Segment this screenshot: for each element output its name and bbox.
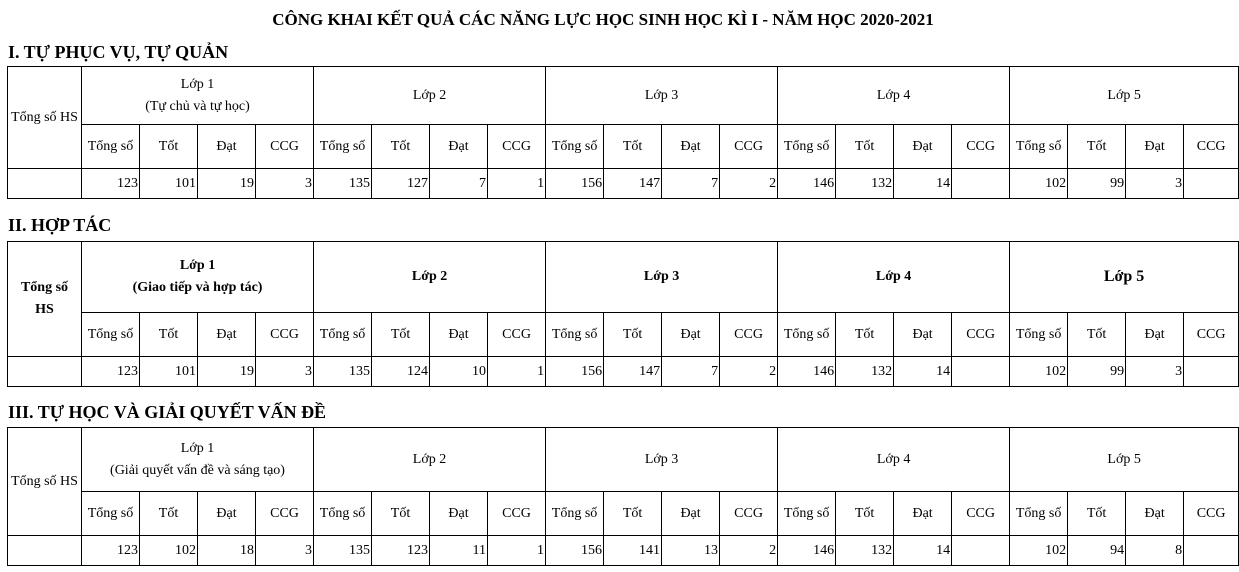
- table-cell: 102: [140, 536, 198, 566]
- table-cell: 102: [1010, 536, 1068, 566]
- grade-2-header: Lớp 2: [314, 428, 546, 492]
- table-cell: 3: [1126, 169, 1184, 199]
- column-header: Đạt: [662, 125, 720, 169]
- results-table: [7, 241, 1239, 387]
- column-header: Tổng số: [82, 125, 140, 169]
- table-cell: [1184, 357, 1239, 387]
- column-header: Đạt: [198, 492, 256, 536]
- total-students-header: Tổng số HS: [8, 67, 82, 169]
- table-cell: 135: [314, 536, 372, 566]
- table-cell: 123: [82, 169, 140, 199]
- grade-2-header: Lớp 2: [314, 67, 546, 125]
- column-header: Tổng số: [778, 125, 836, 169]
- table-cell: 14: [894, 357, 952, 387]
- table-cell: 123: [82, 357, 140, 387]
- column-header: Đạt: [894, 492, 952, 536]
- table-cell: 2: [720, 169, 778, 199]
- table-cell: 19: [198, 357, 256, 387]
- table-cell: 18: [198, 536, 256, 566]
- column-header: CCG: [488, 492, 546, 536]
- column-header: Tổng số: [1010, 313, 1068, 357]
- column-header: CCG: [952, 125, 1010, 169]
- column-header: Tốt: [372, 492, 430, 536]
- column-header: Đạt: [430, 492, 488, 536]
- column-header: Tổng số: [546, 492, 604, 536]
- column-header: Tốt: [372, 125, 430, 169]
- column-header: CCG: [1184, 125, 1239, 169]
- subheader-row: [8, 492, 1239, 536]
- column-header: CCG: [256, 492, 314, 536]
- table-cell: 141: [604, 536, 662, 566]
- grade-3-header: Lớp 3: [546, 428, 778, 492]
- column-header: CCG: [256, 313, 314, 357]
- table-cell: 3: [1126, 357, 1184, 387]
- total-students-header: Tổng số HS: [8, 428, 82, 536]
- table-cell: 1: [488, 536, 546, 566]
- section-heading: II. HỢP TÁC: [8, 215, 112, 235]
- table-cell: [8, 357, 82, 387]
- column-header: CCG: [1184, 313, 1239, 357]
- grade-3-header: Lớp 3: [546, 67, 778, 125]
- table-cell: 99: [1068, 357, 1126, 387]
- column-header: Tốt: [1068, 313, 1126, 357]
- column-header: Tổng số: [314, 313, 372, 357]
- column-header: Đạt: [430, 313, 488, 357]
- table-cell: 3: [256, 357, 314, 387]
- column-header: CCG: [952, 313, 1010, 357]
- table-cell: 127: [372, 169, 430, 199]
- grade-5-header: Lớp 5: [1010, 428, 1239, 492]
- column-header: Đạt: [1126, 125, 1184, 169]
- table-cell: 94: [1068, 536, 1126, 566]
- table-cell: 135: [314, 169, 372, 199]
- table-cell: 101: [140, 357, 198, 387]
- table-cell: 156: [546, 536, 604, 566]
- column-header: Đạt: [198, 125, 256, 169]
- column-header: CCG: [256, 125, 314, 169]
- table-row: [8, 357, 1239, 387]
- table-cell: 146: [778, 536, 836, 566]
- column-header: Tốt: [372, 313, 430, 357]
- column-header: Tốt: [604, 125, 662, 169]
- column-header: Tổng số: [82, 492, 140, 536]
- table-cell: 101: [140, 169, 198, 199]
- table-cell: 132: [836, 169, 894, 199]
- table-cell: 102: [1010, 169, 1068, 199]
- table-cell: 132: [836, 357, 894, 387]
- table-cell: 135: [314, 357, 372, 387]
- table-cell: 11: [430, 536, 488, 566]
- column-header: Tốt: [140, 125, 198, 169]
- grade-3-header: Lớp 3: [546, 242, 778, 313]
- subheader-row: [8, 313, 1239, 357]
- column-header: Tốt: [836, 492, 894, 536]
- column-header: Đạt: [1126, 313, 1184, 357]
- column-header: CCG: [720, 125, 778, 169]
- table-row: [8, 536, 1239, 566]
- column-header: Tốt: [1068, 125, 1126, 169]
- column-header: Đạt: [198, 313, 256, 357]
- column-header: CCG: [488, 313, 546, 357]
- column-header: Tổng số: [778, 492, 836, 536]
- column-header: Tổng số: [546, 313, 604, 357]
- table-cell: 7: [662, 169, 720, 199]
- column-header: Tốt: [140, 492, 198, 536]
- grade-5-header: Lớp 5: [1010, 242, 1239, 313]
- table-cell: 1: [488, 357, 546, 387]
- table-cell: 132: [836, 536, 894, 566]
- table-cell: 147: [604, 357, 662, 387]
- table-cell: 123: [82, 536, 140, 566]
- table-cell: [952, 169, 1010, 199]
- table-cell: 14: [894, 169, 952, 199]
- table-cell: 2: [720, 536, 778, 566]
- table-cell: [1184, 169, 1239, 199]
- grade-1-subtitle: (Tự chủ và tự học): [145, 98, 250, 114]
- table-row: [8, 169, 1239, 199]
- table-cell: 124: [372, 357, 430, 387]
- column-header: Đạt: [430, 125, 488, 169]
- grade-5-header: Lớp 5: [1010, 67, 1239, 125]
- subheader-row: [8, 125, 1239, 169]
- column-header: Đạt: [894, 125, 952, 169]
- grade-2-header: Lớp 2: [314, 242, 546, 313]
- grade-1-header: [82, 67, 314, 125]
- table-cell: [952, 536, 1010, 566]
- table-cell: [952, 357, 1010, 387]
- column-header: Tổng số: [1010, 125, 1068, 169]
- column-header: CCG: [952, 492, 1010, 536]
- section-heading: I. TỰ PHỤC VỤ, TỰ QUẢN: [8, 42, 229, 62]
- grade-header-row: [8, 242, 1239, 313]
- table-cell: 99: [1068, 169, 1126, 199]
- column-header: CCG: [720, 492, 778, 536]
- column-header: Tổng số: [314, 125, 372, 169]
- results-table: [7, 427, 1239, 566]
- column-header: Tốt: [604, 313, 662, 357]
- total-students-header: Tổng số HS: [8, 242, 82, 357]
- grade-4-header: Lớp 4: [778, 67, 1010, 125]
- table-cell: 156: [546, 169, 604, 199]
- table-cell: [1184, 536, 1239, 566]
- table-cell: 102: [1010, 357, 1068, 387]
- grade-1-label: Lớp 1: [179, 258, 216, 273]
- table-cell: [8, 169, 82, 199]
- section-heading: III. TỰ HỌC VÀ GIẢI QUYẾT VẤN ĐỀ: [8, 402, 327, 422]
- table-cell: 7: [430, 169, 488, 199]
- grade-header-row: [8, 67, 1239, 125]
- column-header: Tổng số: [82, 313, 140, 357]
- table-cell: 19: [198, 169, 256, 199]
- page-title: CÔNG KHAI KẾT QUẢ CÁC NĂNG LỰC HỌC SINH HỌC KÌ I - NĂM HỌC 2020-2021: [272, 10, 934, 29]
- column-header: CCG: [1184, 492, 1239, 536]
- column-header: Tốt: [836, 125, 894, 169]
- grade-1-label: Lớp 1: [180, 440, 215, 456]
- column-header: CCG: [720, 313, 778, 357]
- column-header: CCG: [488, 125, 546, 169]
- table-cell: 13: [662, 536, 720, 566]
- table-cell: 2: [720, 357, 778, 387]
- table-cell: [8, 536, 82, 566]
- grade-4-header: Lớp 4: [778, 242, 1010, 313]
- table-cell: 146: [778, 357, 836, 387]
- grade-4-header: Lớp 4: [778, 428, 1010, 492]
- table-cell: 3: [256, 536, 314, 566]
- table-cell: 156: [546, 357, 604, 387]
- grade-1-header: [82, 428, 314, 492]
- table-cell: 146: [778, 169, 836, 199]
- grade-1-header: [82, 242, 314, 313]
- column-header: Tổng số: [546, 125, 604, 169]
- column-header: Tốt: [604, 492, 662, 536]
- table-cell: 7: [662, 357, 720, 387]
- results-table: [7, 66, 1239, 199]
- table-cell: 10: [430, 357, 488, 387]
- table-cell: 8: [1126, 536, 1184, 566]
- column-header: Đạt: [1126, 492, 1184, 536]
- column-header: Đạt: [894, 313, 952, 357]
- table-cell: 3: [256, 169, 314, 199]
- column-header: Tốt: [140, 313, 198, 357]
- column-header: Tốt: [1068, 492, 1126, 536]
- grade-header-row: [8, 428, 1239, 492]
- grade-1-subtitle: (Giao tiếp và hợp tác): [132, 280, 263, 295]
- table-cell: 147: [604, 169, 662, 199]
- grade-1-label: Lớp 1: [180, 76, 215, 92]
- column-header: Tổng số: [1010, 492, 1068, 536]
- column-header: Đạt: [662, 492, 720, 536]
- table-cell: 123: [372, 536, 430, 566]
- table-cell: 14: [894, 536, 952, 566]
- table-cell: 1: [488, 169, 546, 199]
- column-header: Tốt: [836, 313, 894, 357]
- column-header: Tổng số: [314, 492, 372, 536]
- grade-1-subtitle: (Giải quyết vấn đề và sáng tạo): [110, 462, 285, 478]
- column-header: Tổng số: [778, 313, 836, 357]
- column-header: Đạt: [662, 313, 720, 357]
